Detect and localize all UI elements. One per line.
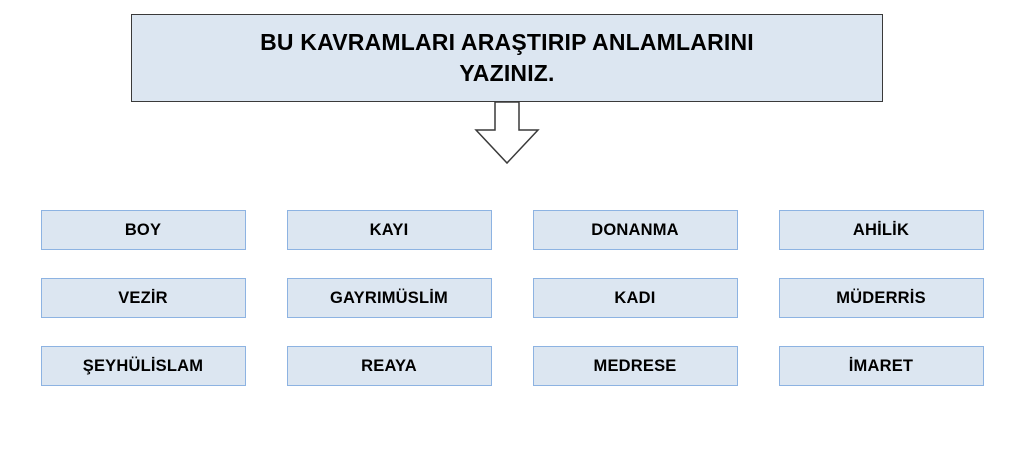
concept-label: MEDRESE (593, 356, 677, 375)
concept-label: MÜDERRİS (836, 288, 926, 307)
concept-box[interactable] (779, 278, 984, 318)
concept-row (0, 346, 1024, 386)
concept-label: BOY (124, 220, 162, 239)
instruction-line-1: BU KAVRAMLARI ARAŞTIRIP ANLAMLARINI (260, 28, 754, 55)
concept-grid (0, 210, 1024, 414)
concept-label: ŞEYHÜLİSLAM (82, 356, 204, 375)
concept-box[interactable] (287, 210, 492, 250)
concept-label: REAYA (361, 356, 417, 375)
concept-label: AHİLİK (852, 220, 910, 239)
concept-box[interactable] (287, 278, 492, 318)
concept-row (0, 210, 1024, 250)
concept-box[interactable] (287, 346, 492, 386)
concept-label: KADI (614, 288, 656, 307)
concept-row (0, 278, 1024, 318)
instruction-text (260, 27, 754, 89)
concept-box[interactable] (533, 278, 738, 318)
concept-box[interactable] (41, 346, 246, 386)
concept-label: VEZİR (118, 288, 168, 307)
concept-label: GAYRIMÜSLİM (329, 288, 448, 307)
concept-box[interactable] (533, 346, 738, 386)
concept-box[interactable] (41, 210, 246, 250)
down-arrow-icon (462, 101, 552, 167)
instruction-line-2: YAZINIZ. (459, 60, 555, 86)
instruction-box (131, 14, 883, 102)
concept-box[interactable] (779, 210, 984, 250)
concept-box[interactable] (41, 278, 246, 318)
concept-label: KAYI (369, 220, 409, 239)
concept-label: İMARET (848, 356, 914, 375)
concept-box[interactable] (533, 210, 738, 250)
concept-box[interactable] (779, 346, 984, 386)
concept-label: DONANMA (591, 220, 679, 239)
